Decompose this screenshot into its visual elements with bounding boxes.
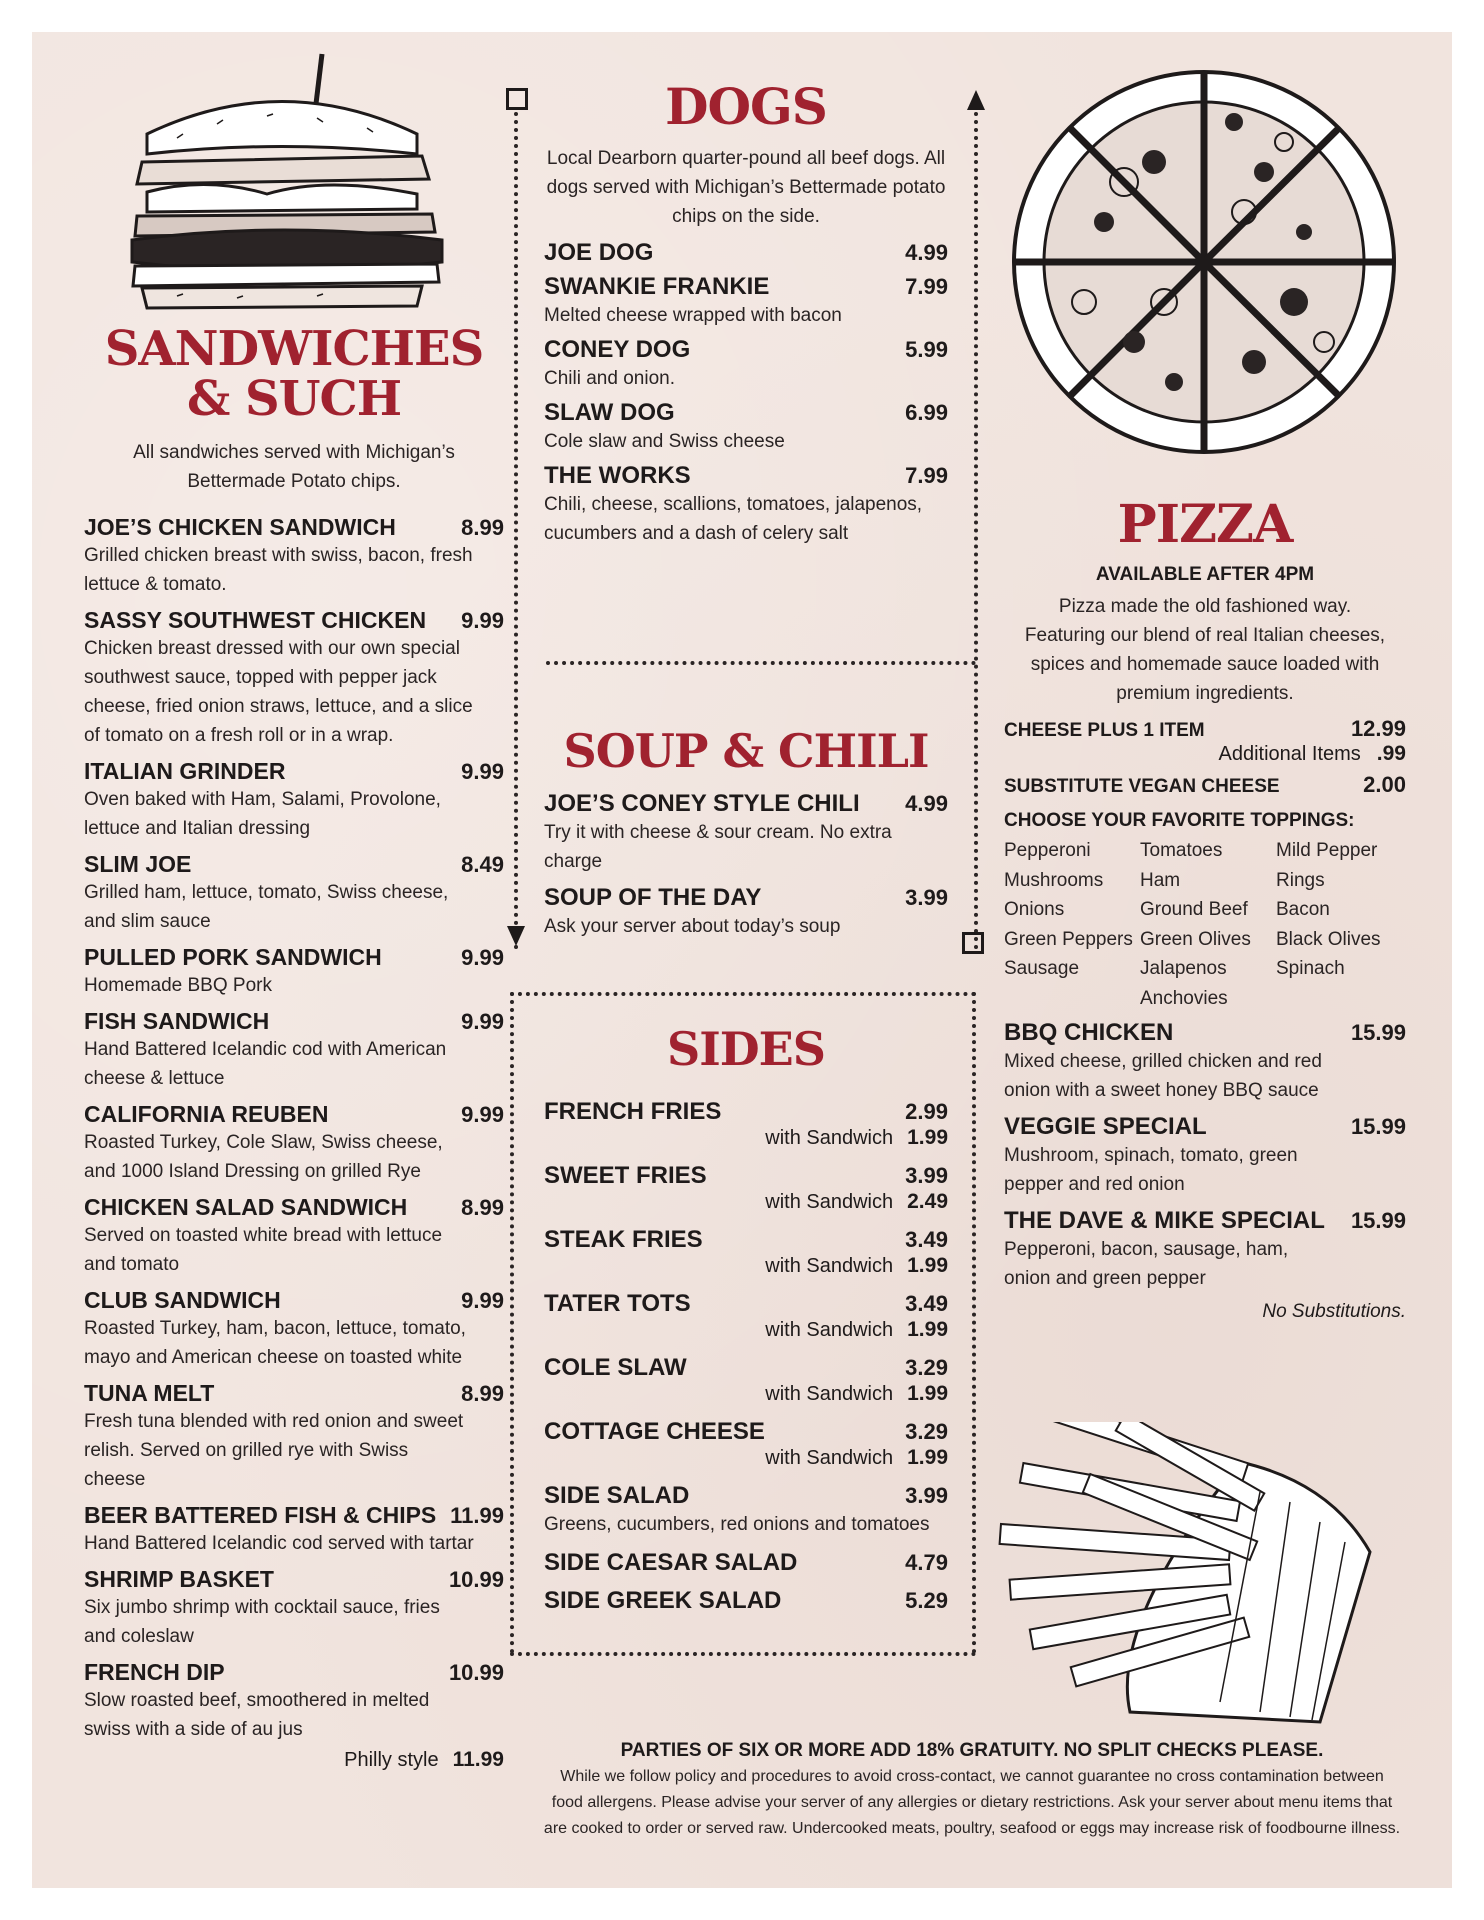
item-name: JOE’S CHICKEN SANDWICH	[84, 514, 396, 540]
frame-arrow-up	[967, 90, 985, 110]
side-item	[544, 1226, 948, 1278]
side-item	[544, 1354, 948, 1406]
menu-item	[84, 1380, 504, 1494]
menu-item	[84, 1659, 504, 1744]
sandwiches-title	[84, 321, 504, 427]
menu-item	[544, 884, 948, 941]
sandwiches-note: All sandwiches served with Michigan’s Bettermade Potato chips.	[133, 442, 455, 492]
menu-item	[84, 851, 504, 936]
dogs-note: Local Dearborn quarter-pound all beef dogs. All dogs served with Michigan’s Bettermade potato chips on the side.	[546, 148, 946, 227]
menu-item	[84, 1101, 504, 1186]
item-description: Chili, cheese, scallions, tomatoes, jalapenos, cucumbers and a dash of celery salt	[544, 494, 923, 544]
item-name: JOE DOG	[544, 239, 654, 266]
item-description: Chili and onion.	[544, 368, 675, 389]
menu-page	[32, 32, 1452, 1888]
cheese-row	[1004, 716, 1406, 742]
menu-item-row	[1004, 1207, 1406, 1235]
topping-item: Ham	[1140, 869, 1181, 891]
item-name: CONEY DOG	[544, 336, 691, 363]
topping-item: Rings	[1276, 869, 1325, 891]
side-name: COTTAGE CHEESE	[544, 1418, 765, 1445]
sandwich-list	[84, 514, 504, 1744]
with-sandwich-row	[544, 1254, 948, 1278]
menu-item	[84, 944, 504, 1000]
item-name: CALIFORNIA REUBEN	[84, 1101, 329, 1127]
menu-item	[84, 1566, 504, 1651]
item-description: Pepperoni, bacon, sausage, ham, onion and green pepper	[1004, 1239, 1289, 1289]
item-description: Hand Battered Icelandic cod served with tartar	[84, 1533, 474, 1554]
sandwich-illustration	[117, 44, 447, 314]
item-description: Mixed cheese, grilled chicken and red onion with a sweet honey BBQ sauce	[1004, 1051, 1322, 1101]
item-price: 6.99	[905, 400, 948, 425]
item-description: Mushroom, spinach, tomato, green pepper and red onion	[1004, 1145, 1298, 1195]
side-price: 3.29	[905, 1355, 948, 1380]
toppings-column-1	[1004, 836, 1140, 1013]
dogs-section	[544, 76, 948, 554]
menu-item-row	[544, 239, 948, 267]
item-description: Hand Battered Icelandic cod with American cheese & lettuce	[84, 1039, 447, 1089]
menu-item	[544, 239, 948, 267]
sandwiches-section	[84, 321, 504, 1772]
item-name: SIDE SALAD	[544, 1482, 690, 1509]
side-price: 3.99	[905, 1163, 948, 1188]
item-price: 9.99	[461, 1102, 504, 1127]
menu-item-row	[1004, 1113, 1406, 1141]
menu-item	[84, 1008, 504, 1093]
item-price: 7.99	[905, 274, 948, 299]
item-price: 3.99	[905, 885, 948, 910]
item-price: 15.99	[1350, 1114, 1406, 1139]
item-price: 4.79	[905, 1550, 948, 1575]
vegan-label: SUBSTITUTE VEGAN CHEESE	[1004, 776, 1280, 797]
topping-item: Bacon	[1276, 899, 1330, 920]
side-name: COLE SLAW	[544, 1354, 687, 1381]
side-name: TATER TOTS	[544, 1290, 691, 1317]
sides-list	[544, 1098, 948, 1470]
menu-item	[544, 1549, 948, 1577]
item-price: 11.99	[450, 1503, 504, 1528]
vegan-price: 2.00	[1363, 772, 1406, 797]
side-item-row	[544, 1418, 948, 1446]
with-sandwich-row	[544, 1382, 948, 1406]
item-name: THE DAVE & MIKE SPECIAL	[1004, 1207, 1325, 1234]
footer-line-1: While we follow policy and procedures to avoid cross-contact, we cannot guarantee no cross contamination between	[560, 1768, 1384, 1785]
item-price: 3.99	[905, 1483, 948, 1508]
item-name: SIDE GREEK SALAD	[544, 1587, 782, 1614]
item-name: CHICKEN SALAD SANDWICH	[84, 1194, 408, 1220]
menu-item-row	[84, 1502, 504, 1529]
topping-item: Ground Beef	[1140, 899, 1248, 920]
no-substitutions-note: No Substitutions.	[1262, 1301, 1406, 1322]
item-name: FISH SANDWICH	[84, 1008, 270, 1034]
frame-dotted-line	[974, 112, 978, 950]
toppings-title: CHOOSE YOUR FAVORITE TOPPINGS:	[1004, 810, 1355, 831]
menu-item	[544, 1587, 948, 1615]
menu-item-row	[84, 1008, 504, 1035]
pizza-illustration	[1004, 62, 1404, 462]
with-sandwich-row	[544, 1126, 948, 1150]
toppings-grid	[1004, 836, 1406, 1013]
menu-item	[544, 462, 948, 548]
vegan-row	[1004, 772, 1406, 798]
menu-item-row	[84, 1101, 504, 1128]
with-sandwich-row	[544, 1446, 948, 1470]
with-sandwich-price: 1.99	[907, 1254, 948, 1277]
footer	[502, 1738, 1442, 1842]
menu-item	[544, 1482, 948, 1539]
with-sandwich-label: with Sandwich	[765, 1191, 894, 1213]
item-description: Grilled ham, lettuce, tomato, Swiss cheese, and slim sauce	[84, 882, 449, 932]
soup-list	[544, 790, 948, 941]
sides-frame-right	[972, 992, 976, 1654]
topping-item: Mild Pepper	[1276, 840, 1378, 861]
menu-item	[544, 273, 948, 330]
menu-item	[84, 758, 504, 843]
menu-item-row	[84, 1566, 504, 1593]
side-item-row	[544, 1290, 948, 1318]
menu-item-row	[84, 851, 504, 878]
dogs-list	[544, 239, 948, 548]
side-price: 3.49	[905, 1227, 948, 1252]
fries-illustration	[990, 1422, 1380, 1732]
menu-item-row	[544, 336, 948, 364]
item-description: Fresh tuna blended with red onion and sweet relish. Served on grilled rye with Swiss cheese	[84, 1411, 464, 1490]
item-description: Oven baked with Ham, Salami, Provolone, lettuce and Italian dressing	[84, 789, 441, 839]
side-price: 3.29	[905, 1419, 948, 1444]
item-price: 4.99	[905, 791, 948, 816]
menu-item	[84, 1194, 504, 1279]
item-description: Roasted Turkey, ham, bacon, lettuce, tomato, mayo and American cheese on toasted white	[84, 1318, 466, 1368]
item-description: Served on toasted white bread with lettuce and tomato	[84, 1225, 443, 1275]
item-name: JOE’S CONEY STYLE CHILI	[544, 790, 860, 817]
menu-item	[544, 790, 948, 876]
with-sandwich-price: 1.99	[907, 1318, 948, 1341]
item-price: 8.99	[461, 1381, 504, 1406]
with-sandwich-label: with Sandwich	[765, 1319, 894, 1341]
topping-item: Spinach	[1276, 958, 1345, 979]
item-name: SOUP OF THE DAY	[544, 884, 762, 911]
with-sandwich-price: 1.99	[907, 1126, 948, 1149]
philly-label: Philly style	[344, 1749, 439, 1771]
topping-item: Jalapenos	[1140, 958, 1227, 979]
dogs-title: DOGS	[665, 77, 827, 136]
dogs-divider	[546, 661, 976, 665]
item-price: 8.99	[461, 515, 504, 540]
item-description: Slow roasted beef, smoothered in melted swiss with a side of au jus	[84, 1690, 430, 1740]
menu-item-row	[84, 1380, 504, 1407]
frame-arrow-down	[507, 926, 525, 946]
pizza-availability: AVAILABLE AFTER 4PM	[1095, 564, 1315, 585]
toppings-column-3	[1276, 836, 1412, 1013]
item-price: 7.99	[905, 463, 948, 488]
item-price: 8.99	[461, 1195, 504, 1220]
side-item	[544, 1098, 948, 1150]
item-price: 9.99	[461, 945, 504, 970]
side-price: 2.99	[905, 1099, 948, 1124]
item-price: 5.99	[905, 337, 948, 362]
menu-item-row	[84, 1287, 504, 1314]
pizza-title: PIZZA	[1117, 494, 1293, 555]
item-price: 5.29	[905, 1588, 948, 1613]
with-sandwich-price: 1.99	[907, 1382, 948, 1405]
side-item-row	[544, 1226, 948, 1254]
item-price: 15.99	[1350, 1020, 1406, 1045]
topping-item: Anchovies	[1140, 987, 1228, 1009]
with-sandwich-row	[544, 1318, 948, 1342]
item-price: 4.99	[905, 240, 948, 265]
menu-item-row	[84, 1659, 504, 1686]
side-item	[544, 1418, 948, 1470]
additional-price: .99	[1376, 742, 1406, 765]
side-price: 3.49	[905, 1291, 948, 1316]
menu-item-row	[1004, 1019, 1406, 1047]
menu-item-row	[84, 1194, 504, 1221]
menu-item-row	[544, 399, 948, 427]
footer-headline: PARTIES OF SIX OR MORE ADD 18% GRATUITY. NO SPLIT CHECKS PLEASE.	[620, 1740, 1324, 1761]
menu-item-row	[544, 1482, 948, 1510]
item-description: Cole slaw and Swiss cheese	[544, 431, 785, 452]
topping-item: Green Peppers	[1004, 928, 1133, 950]
item-description: Roasted Turkey, Cole Slaw, Swiss cheese, and 1000 Island Dressing on grilled Rye	[84, 1132, 443, 1182]
item-price: 8.49	[461, 852, 504, 877]
side-item	[544, 1162, 948, 1214]
topping-item: Mushrooms	[1004, 869, 1104, 891]
item-name: BBQ CHICKEN	[1004, 1019, 1174, 1046]
topping-item: Black Olives	[1276, 928, 1381, 950]
menu-item	[544, 336, 948, 393]
item-name: TUNA MELT	[84, 1380, 215, 1406]
item-name: SLIM JOE	[84, 851, 192, 877]
item-description: Greens, cucumbers, red onions and tomatoes	[544, 1514, 930, 1535]
item-description: Try it with cheese & sour cream. No extra charge	[544, 822, 892, 872]
item-name: PULLED PORK SANDWICH	[84, 944, 382, 970]
sides-title: SIDES	[667, 1022, 825, 1076]
menu-item	[1004, 1113, 1406, 1199]
side-item-row	[544, 1098, 948, 1126]
soup-section	[544, 722, 948, 949]
side-item-row	[544, 1162, 948, 1190]
pizza-note: Pizza made the old fashioned way. Featuring our blend of real Italian cheeses, spices and homemade sauce loaded with premium ingredients.	[1024, 596, 1386, 704]
additional-row	[1004, 742, 1406, 766]
menu-item-row	[84, 607, 504, 634]
side-name: FRENCH FRIES	[544, 1098, 722, 1125]
menu-item-row	[544, 462, 948, 490]
item-price: 10.99	[448, 1660, 504, 1685]
item-name: FRENCH DIP	[84, 1659, 225, 1685]
frame-dotted-line	[514, 112, 518, 950]
with-sandwich-label: with Sandwich	[765, 1255, 894, 1277]
cheese-label: CHEESE PLUS 1 ITEM	[1004, 720, 1205, 741]
topping-item: Tomatoes	[1140, 840, 1223, 861]
item-description: Grilled chicken breast with swiss, bacon, fresh lettuce & tomato.	[84, 545, 473, 595]
menu-item	[1004, 1019, 1406, 1105]
sides-frame-bottom	[510, 1652, 976, 1656]
item-description: Homemade BBQ Pork	[84, 975, 272, 996]
sandwiches-title-line1: SANDWICHES	[104, 321, 484, 377]
with-sandwich-price: 2.49	[907, 1190, 948, 1213]
pizza-specials-list	[1004, 1019, 1406, 1293]
with-sandwich-row	[544, 1190, 948, 1214]
item-name: CLUB SANDWICH	[84, 1287, 281, 1313]
with-sandwich-label: with Sandwich	[765, 1447, 894, 1469]
side-name: SWEET FRIES	[544, 1162, 707, 1189]
item-name: THE WORKS	[544, 462, 691, 489]
footer-line-2: food allergens. Please advise your server of any allergies or dietary restrictions. Ask your server about menu items that	[551, 1794, 1393, 1811]
item-description: Ask your server about today’s soup	[544, 916, 841, 937]
menu-item-row	[84, 514, 504, 541]
item-price: 9.99	[461, 1009, 504, 1034]
menu-item-row	[544, 1587, 948, 1615]
menu-item-row	[544, 884, 948, 912]
with-sandwich-price: 1.99	[907, 1446, 948, 1469]
with-sandwich-label: with Sandwich	[765, 1127, 894, 1149]
with-sandwich-label: with Sandwich	[765, 1383, 894, 1405]
menu-item-row	[84, 944, 504, 971]
sandwiches-title-line2: & SUCH	[186, 371, 402, 427]
topping-item: Onions	[1004, 899, 1065, 920]
sides-frame-left	[510, 992, 514, 1654]
item-price: 10.99	[448, 1567, 504, 1592]
menu-item	[84, 1287, 504, 1372]
item-name: ITALIAN GRINDER	[84, 758, 286, 784]
item-name: BEER BATTERED FISH & CHIPS	[84, 1502, 437, 1528]
menu-item	[84, 1502, 504, 1558]
topping-item: Sausage	[1004, 958, 1080, 979]
item-name: VEGGIE SPECIAL	[1004, 1113, 1207, 1140]
salads-list	[544, 1482, 948, 1615]
item-price: 9.99	[461, 759, 504, 784]
side-item-row	[544, 1354, 948, 1382]
item-price: 9.99	[461, 608, 504, 633]
sides-section	[544, 1020, 948, 1625]
item-name: SWANKIE FRANKIE	[544, 273, 770, 300]
menu-item	[544, 399, 948, 456]
item-name: SLAW DOG	[544, 399, 675, 426]
cheese-price: 12.99	[1350, 716, 1406, 741]
toppings-column-2	[1140, 836, 1276, 1013]
frame-corner-square	[506, 88, 528, 110]
item-name: SASSY SOUTHWEST CHICKEN	[84, 607, 427, 633]
topping-item: Pepperoni	[1004, 840, 1091, 861]
item-price: 15.99	[1350, 1208, 1406, 1233]
item-price: 9.99	[461, 1288, 504, 1313]
menu-item-row	[84, 758, 504, 785]
side-item	[544, 1290, 948, 1342]
philly-row	[84, 1748, 504, 1772]
menu-item	[84, 514, 504, 599]
menu-item	[1004, 1207, 1406, 1293]
side-name: STEAK FRIES	[544, 1226, 703, 1253]
item-description: Melted cheese wrapped with bacon	[544, 305, 842, 326]
frame-corner-square	[962, 932, 984, 954]
item-name: SIDE CAESAR SALAD	[544, 1549, 798, 1576]
item-description: Six jumbo shrimp with cocktail sauce, fries and coleslaw	[84, 1597, 440, 1647]
pizza-section	[1004, 494, 1406, 1323]
sides-frame-top	[510, 992, 976, 996]
additional-label: Additional Items	[1218, 743, 1361, 765]
menu-item-row	[544, 790, 948, 818]
item-name: SHRIMP BASKET	[84, 1566, 274, 1592]
footer-line-3: are cooked to order or served raw. Undercooked meats, poultry, seafood or eggs may increase risk of foodbourne illness.	[543, 1820, 1401, 1837]
menu-item-row	[544, 273, 948, 301]
item-description: Chicken breast dressed with our own special southwest sauce, topped with pepper jack cheese, fried onion straws, lettuce, and a slice of tomato on a fresh roll or in a wrap.	[84, 638, 473, 746]
philly-price: 11.99	[452, 1748, 504, 1771]
topping-item: Green Olives	[1140, 928, 1251, 950]
soup-title: SOUP & CHILI	[563, 724, 929, 778]
menu-item	[84, 607, 504, 750]
menu-item-row	[544, 1549, 948, 1577]
